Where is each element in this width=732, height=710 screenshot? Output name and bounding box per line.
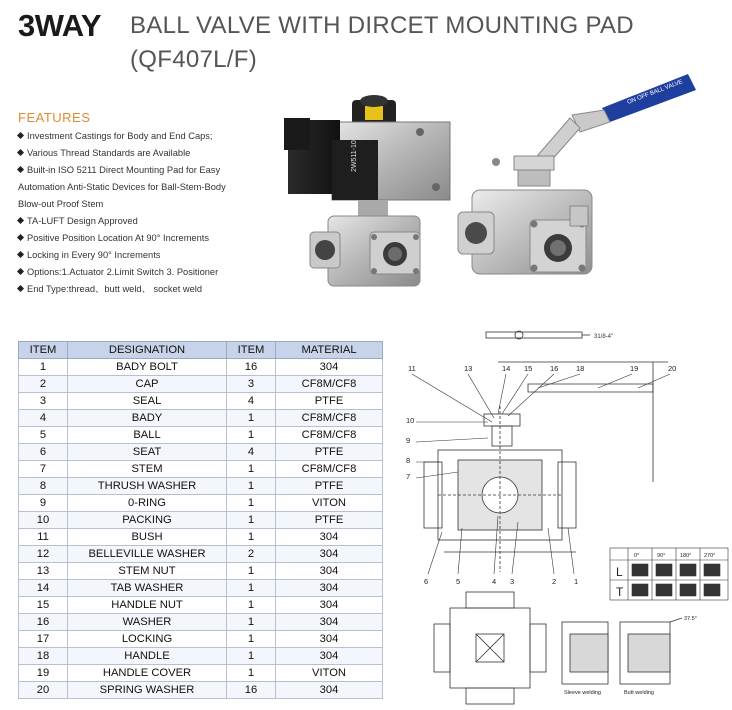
bullet-icon: [17, 234, 24, 241]
cell-item: 3: [19, 393, 68, 410]
cell-quantity: 1: [227, 427, 276, 444]
cell-designation: SEAL: [68, 393, 227, 410]
cell-item: 10: [19, 512, 68, 529]
feature-item-continued: Blow-out Proof Stem: [18, 199, 104, 209]
bullet-icon: [17, 285, 24, 292]
cell-designation: BADY BOLT: [68, 359, 227, 376]
cell-item: 2: [19, 376, 68, 393]
cell-quantity: 1: [227, 563, 276, 580]
cell-material: 304: [276, 546, 383, 563]
cell-quantity: 1: [227, 410, 276, 427]
cell-item: 17: [19, 631, 68, 648]
cell-quantity: 1: [227, 461, 276, 478]
table-row: [19, 427, 383, 444]
cell-material: CF8M/CF8: [276, 410, 383, 427]
callout-4: 4: [492, 577, 497, 586]
cell-material: 304: [276, 682, 383, 699]
callout-11: 11: [408, 364, 416, 373]
feature-item-continued: Automation Anti-Static Devices for Ball-Stem-Body: [18, 182, 226, 192]
sleeve-welding-caption: Sleeve welding: [564, 690, 601, 696]
bullet-icon: [17, 166, 24, 173]
cell-quantity: 1: [227, 631, 276, 648]
callout-1: 1: [574, 577, 579, 586]
cell-designation: HANDLE NUT: [68, 597, 227, 614]
header-material: MATERIAL: [276, 342, 383, 359]
header-item: ITEM: [19, 342, 68, 359]
cell-designation: SPRING WASHER: [68, 682, 227, 699]
cell-material: VITON: [276, 495, 383, 512]
cell-designation: CAP: [68, 376, 227, 393]
table-row: [19, 495, 383, 512]
callout-7: 7: [406, 472, 411, 481]
header-designation: DESIGNATION: [68, 342, 227, 359]
bullet-icon: [17, 149, 24, 156]
table-row: [19, 444, 383, 461]
cell-item: 11: [19, 529, 68, 546]
callout-8: 8: [406, 456, 411, 465]
table-row: [19, 682, 383, 699]
cell-material: 304: [276, 529, 383, 546]
angle-180: 180°: [680, 553, 692, 559]
header-quantity: ITEM: [227, 342, 276, 359]
callout-10: 10: [406, 416, 415, 425]
cell-quantity: 2: [227, 546, 276, 563]
callout-14: 14: [502, 364, 511, 373]
cell-designation: THRUSH WASHER: [68, 478, 227, 495]
cell-designation: STEM NUT: [68, 563, 227, 580]
cell-item: 18: [19, 648, 68, 665]
cell-designation: SEAT: [68, 444, 227, 461]
model-title: 3WAY: [18, 8, 102, 43]
cell-designation: TAB WASHER: [68, 580, 227, 597]
callout-19: 19: [630, 364, 639, 373]
product-model-code: (QF407L/F): [130, 46, 258, 73]
cell-item: 7: [19, 461, 68, 478]
table-row: [19, 580, 383, 597]
cell-designation: WASHER: [68, 614, 227, 631]
bullet-icon: [17, 217, 24, 224]
table-row: [19, 614, 383, 631]
callout-18: 18: [576, 364, 585, 373]
cell-designation: HANDLE: [68, 648, 227, 665]
cell-quantity: 1: [227, 495, 276, 512]
product-title: BALL VALVE WITH DIRCET MOUNTING PAD: [130, 12, 634, 39]
feature-item: TA-LUFT Design Approved: [18, 215, 138, 227]
cell-quantity: 4: [227, 444, 276, 461]
section-view: [424, 362, 668, 572]
cell-quantity: 1: [227, 648, 276, 665]
drawing-small-label: 31/8-4": [594, 334, 614, 340]
angle-0: 0°: [634, 553, 640, 559]
table-header-row: [19, 342, 383, 359]
cell-item: 1: [19, 359, 68, 376]
cell-item: 20: [19, 682, 68, 699]
table-row: [19, 563, 383, 580]
callout-2: 2: [552, 577, 557, 586]
cell-designation: PACKING: [68, 512, 227, 529]
feature-item: Positive Position Location At 90° Increments: [18, 232, 209, 244]
table-row: [19, 461, 383, 478]
table-row: [19, 529, 383, 546]
bevel-angle-note: 37.5°: [684, 616, 697, 622]
callout-6: 6: [424, 577, 429, 586]
angle-270: 270°: [704, 553, 716, 559]
plan-view: [434, 592, 546, 704]
angle-90: 90°: [657, 553, 666, 559]
cell-material: VITON: [276, 665, 383, 682]
feature-item: Investment Castings for Body and End Caps;: [18, 130, 213, 142]
flow-angle-labels: [634, 553, 715, 559]
table-row: [19, 665, 383, 682]
cell-item: 15: [19, 597, 68, 614]
cell-item: 12: [19, 546, 68, 563]
table-row: [19, 376, 383, 393]
cell-material: PTFE: [276, 478, 383, 495]
cell-quantity: 1: [227, 597, 276, 614]
cell-item: 13: [19, 563, 68, 580]
table-row: [19, 631, 383, 648]
callout-20: 20: [668, 364, 677, 373]
cell-quantity: 16: [227, 682, 276, 699]
cell-quantity: 16: [227, 359, 276, 376]
cell-material: 304: [276, 580, 383, 597]
cell-designation: STEM: [68, 461, 227, 478]
feature-item: Options:1.Actuator 2.Limit Switch 3. Positioner: [18, 266, 218, 278]
cell-item: 9: [19, 495, 68, 512]
cell-designation: 0-RING: [68, 495, 227, 512]
cell-designation: BUSH: [68, 529, 227, 546]
callout-15: 15: [524, 364, 533, 373]
table-row: [19, 359, 383, 376]
table-row: [19, 648, 383, 665]
cell-material: 304: [276, 597, 383, 614]
cell-quantity: 1: [227, 580, 276, 597]
table-row: [19, 546, 383, 563]
cell-material: 304: [276, 359, 383, 376]
cell-quantity: 4: [227, 393, 276, 410]
svg-text:T: T: [616, 585, 624, 599]
cell-material: 304: [276, 614, 383, 631]
cell-material: 304: [276, 648, 383, 665]
cell-quantity: 1: [227, 478, 276, 495]
cell-quantity: 1: [227, 512, 276, 529]
cell-material: 304: [276, 631, 383, 648]
cell-quantity: 3: [227, 376, 276, 393]
feature-item: Various Thread Standards are Available: [18, 147, 190, 159]
cell-item: 16: [19, 614, 68, 631]
actuated-valve-photo: [270, 92, 460, 297]
cell-material: CF8M/CF8: [276, 427, 383, 444]
table-row: [19, 512, 383, 529]
cell-item: 4: [19, 410, 68, 427]
table-row: [19, 597, 383, 614]
cell-designation: BALL: [68, 427, 227, 444]
cell-item: 8: [19, 478, 68, 495]
handle-label: ON OFF BALL VALVE: [626, 79, 684, 106]
cell-material: PTFE: [276, 444, 383, 461]
bullet-icon: [17, 132, 24, 139]
cell-item: 19: [19, 665, 68, 682]
cell-material: CF8M/CF8: [276, 376, 383, 393]
bullet-icon: [17, 268, 24, 275]
feature-item: End Type:thread、butt weld、 socket weld: [18, 283, 202, 295]
cell-item: 5: [19, 427, 68, 444]
cell-material: 304: [276, 563, 383, 580]
cell-quantity: 1: [227, 529, 276, 546]
callout-16: 16: [550, 364, 559, 373]
cell-item: 14: [19, 580, 68, 597]
sleeve-welding-section: [562, 622, 608, 684]
cell-designation: LOCKING: [68, 631, 227, 648]
butt-welding-caption: Butt welding: [624, 690, 654, 696]
cell-item: 6: [19, 444, 68, 461]
features-heading: FEATURES: [18, 110, 91, 125]
solenoid-label: 2W511-10: [351, 140, 358, 172]
table-row: [19, 393, 383, 410]
callout-5: 5: [456, 577, 461, 586]
callout-13: 13: [464, 364, 473, 373]
callout-3: 3: [510, 577, 515, 586]
cell-material: CF8M/CF8: [276, 461, 383, 478]
parts-table: [18, 341, 383, 699]
handle-top-view: [486, 331, 590, 339]
table-row: [19, 410, 383, 427]
cell-material: PTFE: [276, 393, 383, 410]
cell-designation: BELLEVILLE WASHER: [68, 546, 227, 563]
cell-material: PTFE: [276, 512, 383, 529]
butt-welding-section: [620, 618, 682, 684]
feature-item: Locking in Every 90° Increments: [18, 249, 160, 261]
technical-drawing: [398, 322, 732, 710]
svg-text:L: L: [616, 565, 623, 579]
cell-designation: HANDLE COVER: [68, 665, 227, 682]
callout-9: 9: [406, 436, 411, 445]
cell-quantity: 1: [227, 665, 276, 682]
table-row: [19, 478, 383, 495]
cell-designation: BADY: [68, 410, 227, 427]
cell-quantity: 1: [227, 614, 276, 631]
bullet-icon: [17, 251, 24, 258]
manual-valve-photo: [452, 70, 704, 295]
feature-item: Built-in ISO 5211 Direct Mounting Pad for Easy: [18, 164, 220, 176]
